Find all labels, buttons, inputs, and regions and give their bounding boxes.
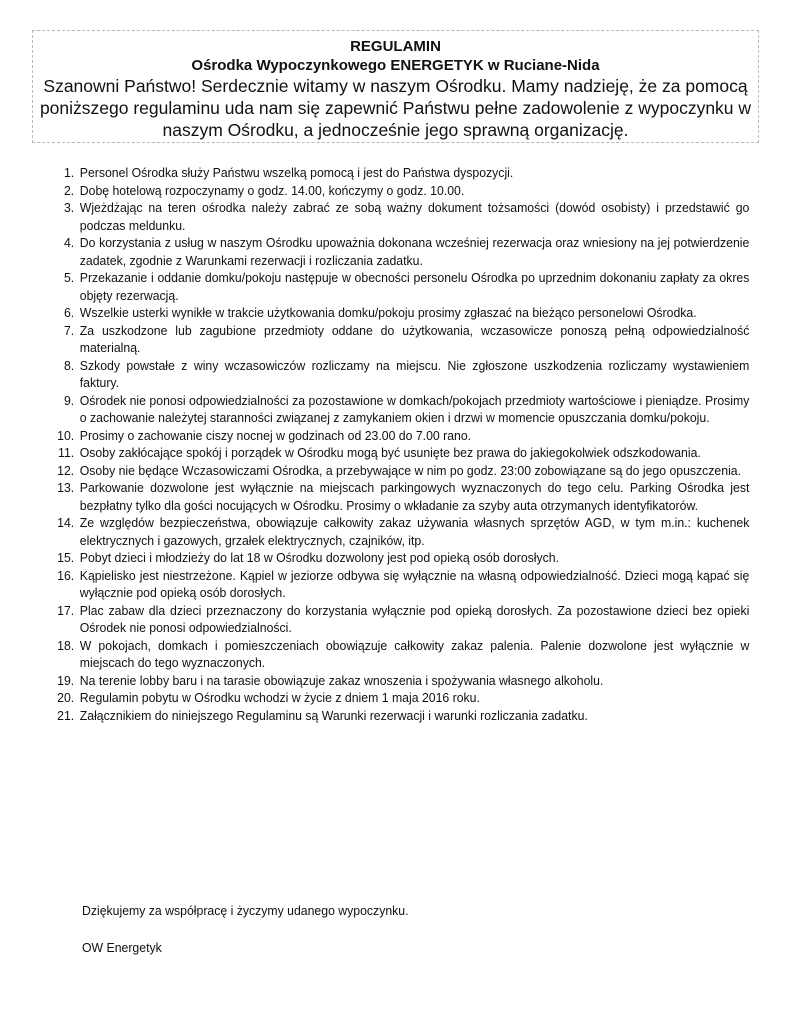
rule-number: 5.	[63, 270, 75, 285]
rule-item-5	[50, 269, 749, 304]
rule-item-2	[50, 182, 749, 200]
rule-item-13	[50, 479, 749, 514]
rule-number: 19.	[57, 672, 75, 688]
rule-text: Plac zabaw dla dzieci przeznaczony do korzystania wyłącznie pod opieką dorosłych. Za pozostawione dzieci bez opieki Ośrodek nie ponosi odpowiedzialności.	[79, 602, 750, 635]
rule-text: Osoby zakłócające spokój i porządek w Ośrodku mogą być usunięte bez prawa do jakiegokolwiek odszkodowania.	[79, 445, 701, 460]
rule-text: Za uszkodzone lub zagubione przedmioty oddane do użytkowania, wczasowicze ponoszą pełną odpowiedzialność materialną.	[79, 322, 750, 355]
rule-text: Na terenie lobby baru i na tarasie obowiązuje zakaz wnoszenia i spożywania własnego alkoholu.	[79, 672, 604, 688]
rule-number: 8.	[63, 357, 75, 373]
rule-number: 13.	[57, 480, 75, 495]
rule-item-20	[50, 689, 749, 707]
rule-number: 16.	[57, 567, 75, 583]
intro-paragraph: Szanowni Państwo! Serdecznie witamy w naszym Ośrodku. Mamy nadzieję, że za pomocą poniższego regulaminu uda nam się zapewnić Państwu pełne zadowolenie z wypoczynku w naszym Ośrodku, a jednocześnie jego sprawną organizację.	[39, 76, 752, 140]
rule-text: Szkody powstałe z winy wczasowiczów rozliczamy na miejscu. Nie zgłoszone uszkodzenia rozliczamy wystawieniem faktury.	[79, 357, 750, 390]
rule-number: 14.	[57, 515, 75, 530]
rule-number: 9.	[63, 392, 75, 408]
rule-number: 3.	[63, 200, 75, 215]
rule-item-9	[50, 392, 749, 427]
rule-item-16	[50, 567, 749, 602]
rule-item-3	[50, 199, 749, 234]
document-subtitle: Ośrodka Wypoczynkowego ENERGETYK w Ruciane-Nida	[191, 57, 600, 74]
rule-number: 10.	[57, 427, 75, 443]
rule-text: Ze względów bezpieczeństwa, obowiązuje całkowity zakaz używania własnych sprzętów AGD, w tym m.in.: kuchenek elektrycznych i gazowych, grzałek elektrycznych, czajników, itp.	[79, 515, 750, 548]
rule-item-8	[50, 357, 749, 392]
rule-item-19	[50, 672, 749, 690]
rule-text: Ośrodek nie ponosi odpowiedzialności za pozostawione w domkach/pokojach przedmioty wartościowe i pieniądze. Prosimy o zachowanie należytej staranności związanej z zamykaniem okien i drzwi w momencie opuszczania domku/pokoju.	[79, 392, 750, 425]
rule-item-14	[50, 514, 749, 549]
rule-number: 15.	[57, 550, 75, 565]
rule-text: Załącznikiem do niniejszego Regulaminu są Warunki rezerwacji i warunki rozliczania zadatku.	[79, 707, 588, 723]
rule-item-11	[50, 444, 749, 462]
rule-text: Kąpielisko jest niestrzeżone. Kąpiel w jeziorze odbywa się wyłącznie na własną odpowiedzialność. Dzieci mogą kąpać się wyłącznie pod opieką osób dorosłych.	[79, 567, 750, 600]
rule-item-21	[50, 707, 749, 725]
header-box	[32, 30, 759, 143]
rule-number: 21.	[57, 707, 75, 723]
rule-text: Wjeżdżając na teren ośrodka należy zabrać ze sobą ważny dokument tożsamości (dowód osobisty) i przedstawić go podczas meldunku.	[79, 200, 750, 233]
rule-number: 7.	[63, 322, 75, 338]
rule-number: 17.	[57, 602, 75, 618]
rule-item-10	[50, 427, 749, 445]
rule-number: 18.	[57, 637, 75, 653]
rule-text: W pokojach, domkach i pomieszczeniach obowiązuje całkowity zakaz palenia. Palenie dozwolone jest wyłącznie w miejscach do tego wyznaczonych.	[79, 637, 750, 670]
rule-text: Dobę hotelową rozpoczynamy o godz. 14.00, kończymy o godz. 10.00.	[79, 182, 465, 198]
signature-text: OW Energetyk	[82, 940, 162, 955]
rule-text: Przekazanie i oddanie domku/pokoju następuje w obecności personelu Ośrodka po uprzednim dokonaniu zapłaty za okres objęty rezerwacją.	[79, 270, 750, 303]
rule-number: 6.	[63, 305, 75, 320]
rule-item-15	[50, 549, 749, 567]
document-title: REGULAMIN	[350, 38, 441, 55]
rule-item-4	[50, 234, 749, 269]
rule-text: Pobyt dzieci i młodzieży do lat 18 w Ośrodku dozwolony jest pod opieką osób dorosłych.	[79, 550, 560, 565]
rule-number: 1.	[63, 165, 75, 180]
rule-number: 12.	[57, 462, 75, 478]
rule-text: Regulamin pobytu w Ośrodku wchodzi w życie z dniem 1 maja 2016 roku.	[79, 690, 480, 705]
rule-text: Do korzystania z usług w naszym Ośrodku upoważnia dokonana wcześniej rezerwacja oraz wniesiony na jej potwierdzenie zadatek, zgodnie z Warunkami rezerwacji i rozliczania zadatku.	[79, 235, 750, 268]
rule-item-12	[50, 462, 749, 480]
rule-number: 11.	[58, 445, 75, 460]
rule-item-7	[50, 322, 749, 357]
rule-text: Parkowanie dozwolone jest wyłącznie na miejscach parkingowych wyznaczonych do tego celu. Parking Ośrodka jest bezpłatny tylko dla gości nocujących w Ośrodku. Prosimy o wkładanie za szyby auta otrzymanych identyfikatorów.	[79, 480, 750, 513]
rule-number: 4.	[63, 235, 75, 250]
rule-item-18	[50, 637, 749, 672]
rule-text: Wszelkie usterki wynikłe w trakcie użytkowania domku/pokoju prosimy zgłaszać na bieżąco personelowi Ośrodka.	[79, 305, 697, 320]
rule-item-17	[50, 602, 749, 637]
rule-number: 2.	[63, 182, 75, 198]
closing-text: Dziękujemy za współpracę i życzymy udanego wypoczynku.	[82, 903, 409, 918]
rule-item-6	[50, 304, 749, 322]
rule-text: Prosimy o zachowanie ciszy nocnej w godzinach od 23.00 do 7.00 rano.	[79, 427, 472, 443]
rule-number: 20.	[57, 690, 75, 705]
rules-list	[50, 164, 749, 724]
rule-item-1	[50, 164, 749, 182]
rule-text: Personel Ośrodka służy Państwu wszelką pomocą i jest do Państwa dyspozycji.	[79, 165, 514, 180]
rule-text: Osoby nie będące Wczasowiczami Ośrodka, a przebywające w nim po godz. 23:00 zobowiązane są do jego opuszczenia.	[79, 462, 742, 478]
